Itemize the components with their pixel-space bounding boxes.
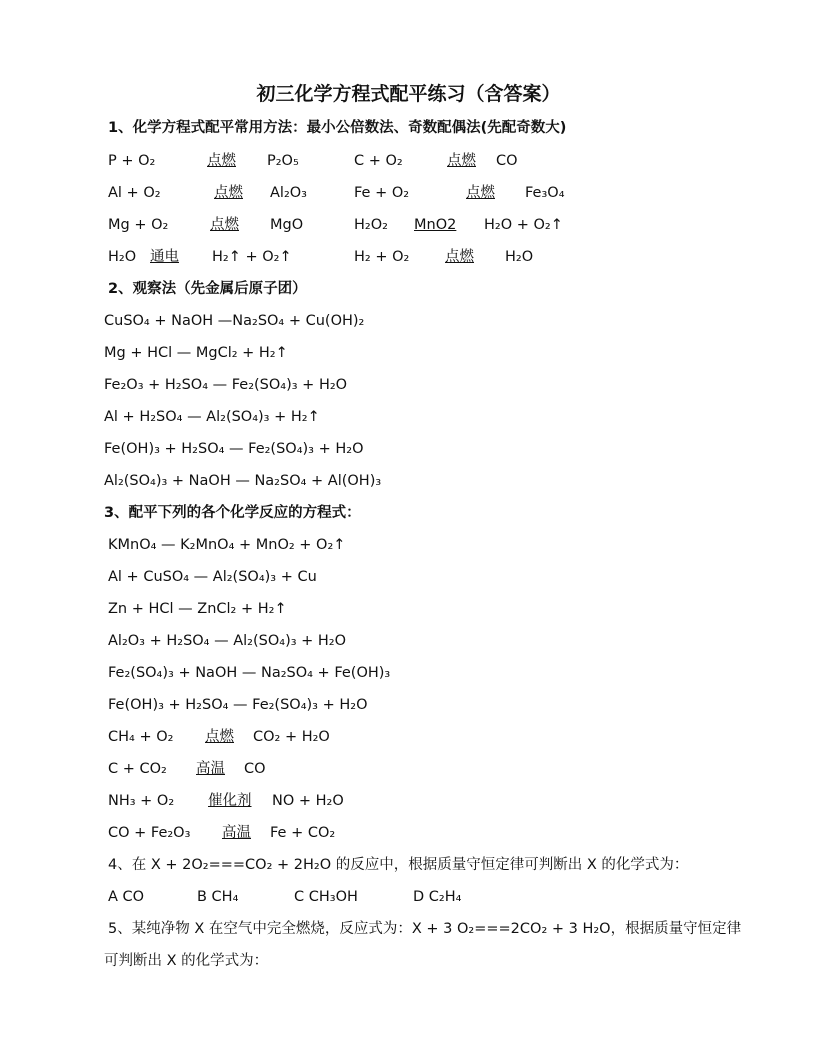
section1-heading: 1、化学方程式配平常用方法：最小公倍数法、奇数配偶法(先配奇数大) [108,120,567,136]
products: H₂O [505,249,534,265]
equation: Zn + HCl — ZnCl₂ + H₂↑ [108,601,287,617]
condition: 点燃 [447,153,476,169]
equation: Fe(OH)₃ + H₂SO₄ — Fe₂(SO₄)₃ + H₂O [108,697,368,713]
products: H₂O + O₂↑ [484,217,563,233]
products: Fe + CO₂ [270,825,336,841]
page-title: 初三化学方程式配平练习（含答案） [256,83,561,105]
reactants: Mg + O₂ [108,217,169,233]
equation: Al₂(SO₄)₃ + NaOH — Na₂SO₄ + Al(OH)₃ [104,473,382,489]
reactants: Fe + O₂ [354,185,410,201]
condition: 点燃 [445,249,474,265]
condition: 点燃 [466,185,495,201]
condition: 点燃 [210,217,239,233]
products: P₂O₅ [267,153,299,169]
reactants: Al + O₂ [108,185,161,201]
equation: Fe(OH)₃ + H₂SO₄ — Fe₂(SO₄)₃ + H₂O [104,441,364,457]
reactants: H₂O₂ [354,217,388,233]
question5-line1: 5、某纯净物 X 在空气中完全燃烧，反应式为：X + 3 O₂===2CO₂ + 3 H₂O，根据质量守恒定律 [108,921,742,937]
reactants: P + O₂ [108,153,156,169]
reactants: H₂ + O₂ [354,249,410,265]
equation: CuSO₄ + NaOH —Na₂SO₄ + Cu(OH)₂ [104,313,365,329]
equation: Mg + HCl — MgCl₂ + H₂↑ [104,345,288,361]
products: NO + H₂O [272,793,344,809]
equation: Al + CuSO₄ — Al₂(SO₄)₃ + Cu [108,569,317,585]
reactants: C + CO₂ [108,761,167,777]
equation: Al + H₂SO₄ — Al₂(SO₄)₃ + H₂↑ [104,409,320,425]
reactants: H₂O [108,249,137,265]
question5-line2: 可判断出 X 的化学式为： [104,953,269,969]
section3-heading: 3、配平下列的各个化学反应的方程式： [104,505,361,521]
section2-heading: 2、观察法（先金属后原子团） [108,281,307,297]
products: CO₂ + H₂O [253,729,330,745]
reactants: NH₃ + O₂ [108,793,175,809]
reactants: C + O₂ [354,153,403,169]
question4-text: 4、在 X + 2O₂===CO₂ + 2H₂O 的反应中，根据质量守恒定律可判断出 X 的化学式为： [108,857,689,873]
products: CO [496,153,518,169]
products: Al₂O₃ [270,185,307,201]
equation: KMnO₄ — K₂MnO₄ + MnO₂ + O₂↑ [108,537,346,553]
reactants: CO + Fe₂O₃ [108,825,191,841]
equation: Fe₂O₃ + H₂SO₄ — Fe₂(SO₄)₃ + H₂O [104,377,348,393]
equation: Al₂O₃ + H₂SO₄ — Al₂(SO₄)₃ + H₂O [108,633,347,649]
products: MgO [270,217,304,233]
option-b: B CH₄ [197,889,239,905]
condition: 高温 [196,761,225,777]
condition: 催化剂 [208,793,252,809]
condition: MnO2 [414,217,457,233]
condition: 通电 [150,249,179,265]
option-d: D C₂H₄ [413,889,462,905]
products: H₂↑ + O₂↑ [212,249,292,265]
products: CO [244,761,266,777]
reactants: CH₄ + O₂ [108,729,174,745]
option-c: C CH₃OH [294,889,358,905]
condition: 点燃 [207,153,236,169]
products: Fe₃O₄ [525,185,565,201]
condition: 点燃 [205,729,234,745]
equation: Fe₂(SO₄)₃ + NaOH — Na₂SO₄ + Fe(OH)₃ [108,665,391,681]
option-a: A CO [108,889,145,905]
condition: 高温 [222,825,251,841]
condition: 点燃 [214,185,243,201]
